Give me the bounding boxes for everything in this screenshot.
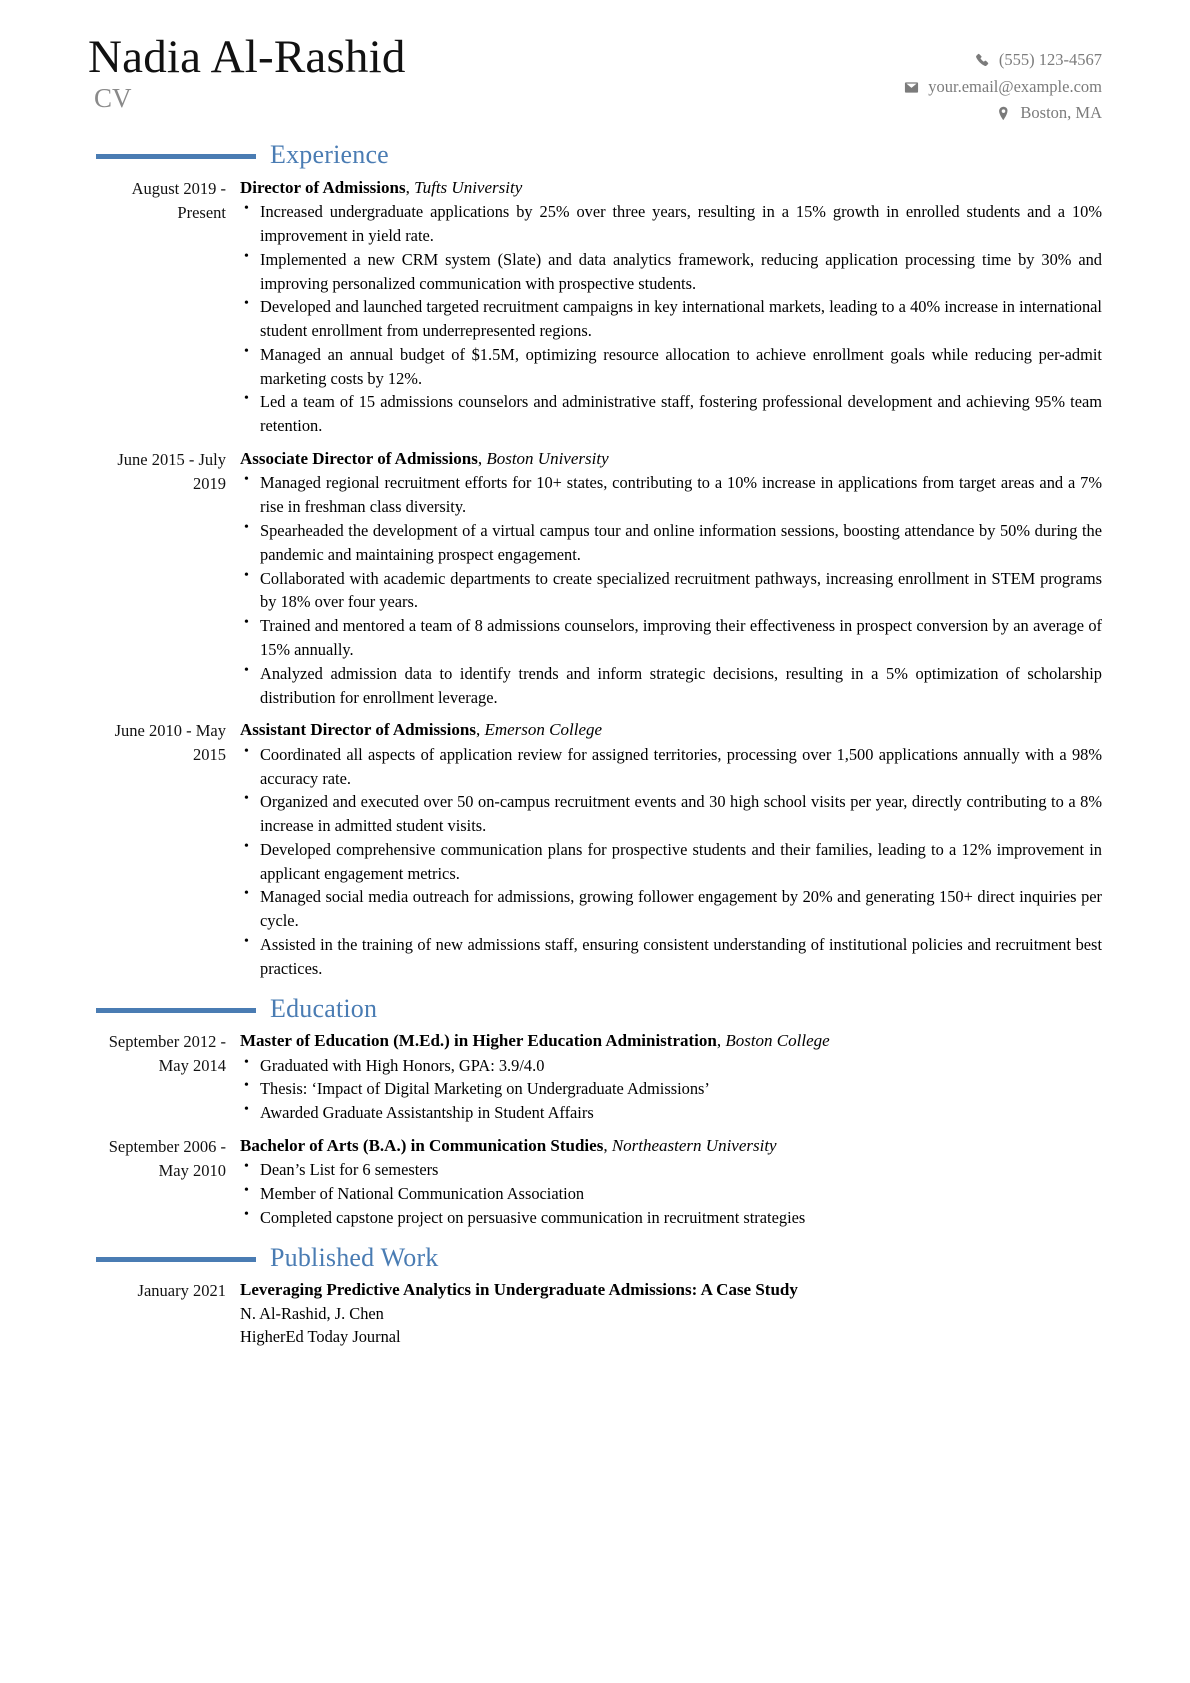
list-item: • Assisted in the training of new admissions staff, ensuring consistent understanding of institutional policies and recruitment best practices.	[240, 933, 1102, 981]
entry-date: June 2010 - May 2015	[114, 721, 226, 765]
list-item: • Graduated with High Honors, GPA: 3.9/4.0	[240, 1054, 1102, 1078]
experience-entry	[88, 718, 1102, 980]
entry-date: September 2006 - May 2010	[108, 1136, 226, 1181]
list-item: • Managed social media outreach for admissions, growing follower engagement by 20% and generating 150+ direct inquiries per cycle.	[240, 885, 1102, 933]
publication-venue: HigherEd Today Journal	[240, 1327, 401, 1347]
experience-entry	[88, 176, 1102, 438]
education-entry	[88, 1029, 1102, 1125]
entry-date: June 2015 - July 2019	[117, 450, 226, 494]
envelope-icon	[904, 80, 919, 95]
entry-date: September 2012 - May 2014	[108, 1032, 226, 1076]
list-item: • Completed capstone project on persuasive communication in recruitment strategies	[240, 1206, 1102, 1230]
section-header	[88, 141, 1102, 170]
section-title: Experience	[270, 140, 389, 170]
entry-separator: ,	[716, 1031, 726, 1051]
list-item: • Developed comprehensive communication plans for prospective students and their families, leading to a 12% improvement in applicant engagement metrics.	[240, 838, 1102, 886]
entry-role: Associate Director of Admissions	[240, 449, 478, 469]
section-rule-icon	[96, 154, 256, 159]
entry-institution: Boston College	[725, 1031, 830, 1051]
publication-entry	[88, 1278, 1102, 1348]
list-item: • Dean’s List for 6 semesters	[240, 1158, 1102, 1182]
entry-degree: Master of Education (M.Ed.) in Higher Education Administration	[240, 1031, 717, 1051]
entry-heading	[240, 718, 1102, 741]
contact-email[interactable]	[904, 74, 1102, 101]
page-title: Nadia Al-Rashid	[88, 31, 406, 83]
list-item: • Trained and mentored a team of 8 admissions counselors, improving their effectiveness in prospect conversion by an average of 15% annually.	[240, 614, 1102, 662]
list-item: • Managed an annual budget of $1.5M, optimizing resource allocation to achieve enrollment goals while reducing per-admit marketing costs by 12%.	[240, 343, 1102, 391]
list-item: • Collaborated with academic departments to create specialized recruitment pathways, increasing enrollment in STEM programs by 18% over four years.	[240, 567, 1102, 615]
section-published-work	[88, 1244, 1102, 1349]
entry-separator: ,	[475, 720, 485, 740]
entry-separator: ,	[603, 1135, 612, 1155]
list-item: • Implemented a new CRM system (Slate) and data analytics framework, reducing application processing time by 30% and improving personalized communication with prospective students.	[240, 248, 1102, 296]
entry-bullets	[240, 1158, 1102, 1229]
contact-phone[interactable]	[904, 47, 1102, 74]
list-item: • Led a team of 15 admissions counselors and administrative staff, fostering professional development and achieving 95% team retention.	[240, 390, 1102, 438]
cv-header	[88, 31, 1102, 127]
section-header	[88, 1244, 1102, 1273]
entry-organization: Tufts University	[414, 177, 523, 197]
entry-bullets	[240, 743, 1102, 981]
contact-location-text: Boston, MA	[1020, 103, 1102, 123]
education-entry	[88, 1134, 1102, 1230]
list-item: • Spearheaded the development of a virtual campus tour and online information sessions, boosting attendance by 50% during the pandemic and maintaining prospect engagement.	[240, 519, 1102, 567]
entry-bullets	[240, 200, 1102, 438]
list-item: • Analyzed admission data to identify trends and inform strategic decisions, resulting in a 5% optimization of scholarship distribution for enrollment leverage.	[240, 662, 1102, 710]
section-experience	[88, 141, 1102, 980]
entry-heading	[240, 176, 1102, 199]
entry-date: January 2021	[137, 1281, 226, 1301]
document-subtitle: CV	[94, 82, 132, 113]
contact-email-text: your.email@example.com	[928, 76, 1102, 96]
list-item: • Managed regional recruitment efforts for 10+ states, contributing to a 10% increase in applications from target areas and a 7% rise in freshman class diversity.	[240, 471, 1102, 519]
section-rule-icon	[96, 1008, 256, 1013]
experience-entry	[88, 447, 1102, 709]
phone-icon	[975, 53, 990, 68]
list-item: • Thesis: ‘Impact of Digital Marketing on Undergraduate Admissions’	[240, 1077, 1102, 1101]
entry-role: Assistant Director of Admissions	[240, 720, 476, 740]
contact-location[interactable]	[904, 100, 1102, 127]
section-rule-icon	[96, 1257, 256, 1262]
list-item: • Organized and executed over 50 on-campus recruitment events and 30 high school visits per year, directly contributing to a 8% increase in admitted student visits.	[240, 790, 1102, 838]
entry-institution: Northeastern University	[611, 1135, 777, 1155]
entry-heading	[240, 447, 1102, 470]
identity-block	[88, 31, 406, 114]
contact-block	[904, 34, 1102, 127]
entry-separator: ,	[477, 449, 487, 469]
list-item: • Developed and launched targeted recruitment campaigns in key international markets, leading to a 40% increase in international student enrollment from underrepresented regions.	[240, 295, 1102, 343]
entry-separator: ,	[405, 177, 415, 197]
entry-heading	[240, 1029, 1102, 1052]
list-item: • Increased undergraduate applications by 25% over three years, resulting in a 15% growth in enrolled students and a 10% improvement in yield rate.	[240, 200, 1102, 248]
entry-role: Director of Admissions	[240, 177, 406, 197]
entry-organization: Boston University	[486, 449, 609, 469]
publication-title: Leveraging Predictive Analytics in Undergraduate Admissions: A Case Study	[240, 1280, 798, 1300]
entry-date: August 2019 - Present	[131, 178, 226, 222]
entry-organization: Emerson College	[484, 720, 603, 740]
section-title: Education	[270, 993, 378, 1023]
list-item: • Awarded Graduate Assistantship in Student Affairs	[240, 1101, 1102, 1125]
entry-degree: Bachelor of Arts (B.A.) in Communication Studies	[240, 1135, 604, 1155]
entry-bullets	[240, 471, 1102, 709]
entry-heading	[240, 1134, 1102, 1157]
publication-authors: N. Al-Rashid, J. Chen	[240, 1303, 384, 1323]
list-item: • Member of National Communication Association	[240, 1182, 1102, 1206]
location-pin-icon	[996, 106, 1011, 121]
section-header	[88, 995, 1102, 1024]
entry-bullets	[240, 1054, 1102, 1125]
contact-phone-text: (555) 123-4567	[998, 50, 1102, 69]
section-education	[88, 995, 1102, 1230]
list-item: • Coordinated all aspects of application review for assigned territories, processing over 1,500 applications annually with a 98% accuracy rate.	[240, 743, 1102, 791]
section-title: Published Work	[270, 1242, 439, 1272]
